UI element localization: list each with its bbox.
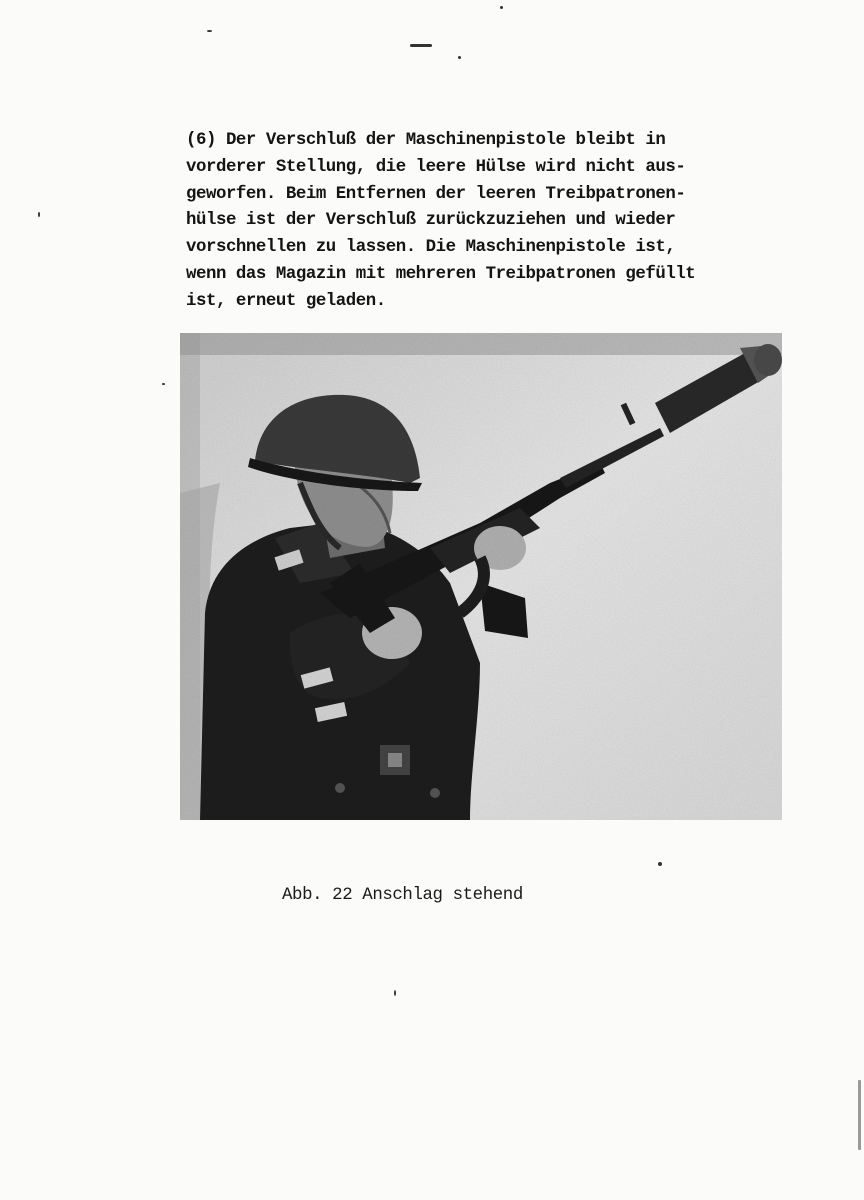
scan-speck: [858, 1080, 861, 1150]
figure-caption: Abb. 22 Anschlag stehend: [282, 886, 523, 905]
scan-speck: [500, 6, 503, 9]
figure-photo: [180, 333, 782, 820]
paragraph-line: wenn das Magazin mit mehreren Treibpatronen gefüllt: [186, 264, 696, 284]
scan-speck: [410, 44, 432, 47]
paragraph-line: geworfen. Beim Entfernen der leeren Treibpatronen-: [186, 184, 686, 204]
paragraph-line: (6) Der Verschluß der Maschinenpistole bleibt in: [186, 131, 666, 150]
scan-speck: [394, 990, 396, 996]
paragraph-line: vorderer Stellung, die leere Hülse wird nicht aus-: [186, 157, 686, 177]
scan-speck: [38, 212, 40, 217]
soldier-photo-illustration: [180, 333, 782, 820]
scan-speck: [207, 30, 212, 32]
paragraph-line: vorschnellen zu lassen. Die Maschinenpistole ist,: [186, 238, 676, 258]
body-paragraph: [186, 128, 766, 316]
scan-speck: [658, 862, 662, 866]
scan-speck: [162, 383, 165, 385]
scan-speck: [458, 56, 461, 59]
paragraph-line: ist, erneut geladen.: [186, 291, 386, 311]
paragraph-line: hülse ist der Verschluß zurückzuziehen und wieder: [186, 211, 676, 231]
